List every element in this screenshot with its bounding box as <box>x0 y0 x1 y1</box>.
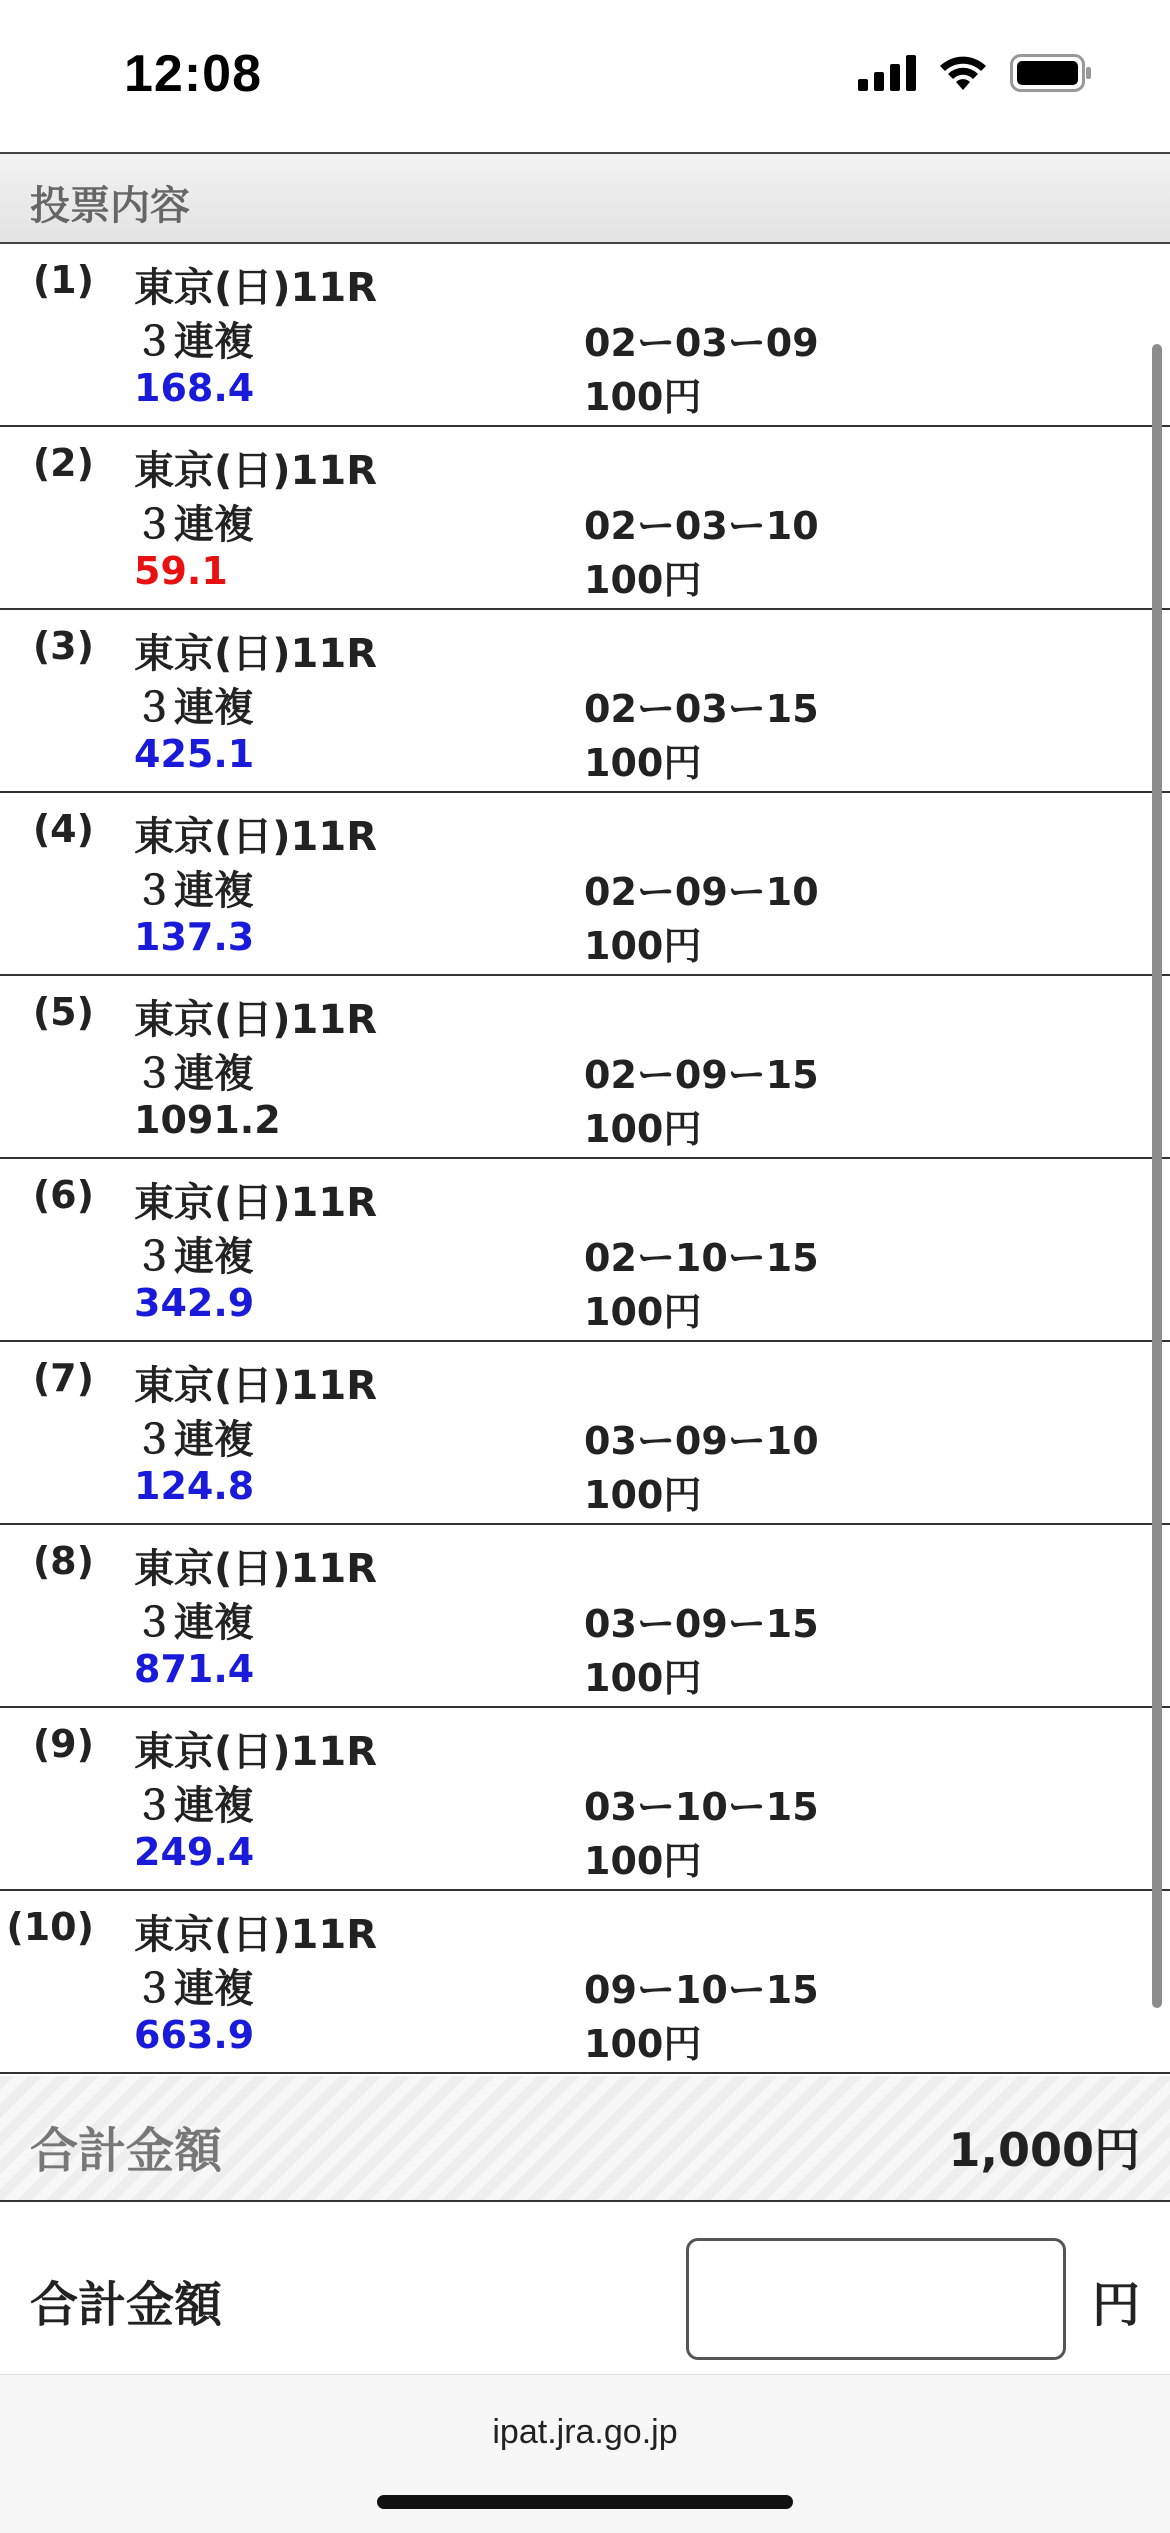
bet-number: (3) <box>32 624 94 668</box>
total-label: 合計金額 <box>30 2123 223 2179</box>
bet-type: ３連複 <box>134 1051 254 1097</box>
scrollbar-thumb[interactable] <box>1152 344 1162 2008</box>
bet-type: ３連複 <box>134 868 254 914</box>
bet-race: 東京(日)11R <box>134 448 378 494</box>
bet-combination: 03ー09ー15 <box>584 1602 819 1646</box>
bet-type: ３連複 <box>134 1234 254 1280</box>
bet-number: (5) <box>32 990 94 1034</box>
bet-number: (8) <box>32 1539 94 1583</box>
bet-combination: 02ー09ー10 <box>584 870 819 914</box>
bet-type: ３連複 <box>134 1417 254 1463</box>
bet-row <box>0 1342 1170 1525</box>
home-indicator[interactable] <box>377 2495 793 2509</box>
bet-type: ３連複 <box>134 685 254 731</box>
bet-number: (1) <box>32 258 94 302</box>
bet-odds: 137.3 <box>134 915 255 959</box>
bet-race: 東京(日)11R <box>134 1363 378 1409</box>
bet-row <box>0 793 1170 976</box>
status-time: 12:08 <box>124 45 262 103</box>
cellular-signal-icon <box>858 55 916 95</box>
bet-amount: 100円 <box>584 375 702 419</box>
wifi-icon <box>938 54 988 96</box>
bet-type: ３連複 <box>134 502 254 548</box>
bet-combination: 03ー10ー15 <box>584 1785 819 1829</box>
bet-amount: 100円 <box>584 924 702 968</box>
bet-amount: 100円 <box>584 2022 702 2066</box>
bet-odds: 59.1 <box>134 549 228 593</box>
bet-type: ３連複 <box>134 1966 254 2012</box>
total-value: 1,000円 <box>948 2123 1140 2177</box>
bet-type: ３連複 <box>134 1600 254 1646</box>
bet-combination: 09ー10ー15 <box>584 1968 819 2012</box>
bet-combination: 02ー09ー15 <box>584 1053 819 1097</box>
bet-race: 東京(日)11R <box>134 1729 378 1775</box>
bet-number: (10) <box>6 1905 94 1949</box>
bet-combination: 02ー10ー15 <box>584 1236 819 1280</box>
bet-number: (6) <box>32 1173 94 1217</box>
bet-amount: 100円 <box>584 1473 702 1517</box>
bet-race: 東京(日)11R <box>134 997 378 1043</box>
bet-number: (7) <box>32 1356 94 1400</box>
bet-race: 東京(日)11R <box>134 814 378 860</box>
bet-combination: 02ー03ー09 <box>584 321 819 365</box>
bet-race: 東京(日)11R <box>134 631 378 677</box>
total-bar <box>0 2076 1170 2202</box>
status-icons <box>858 54 1092 96</box>
confirm-amount-label: 合計金額 <box>30 2277 223 2333</box>
bet-amount: 100円 <box>584 1290 702 1334</box>
bet-odds: 425.1 <box>134 732 255 776</box>
bet-odds: 168.4 <box>134 366 255 410</box>
bet-row <box>0 610 1170 793</box>
section-header <box>0 152 1170 244</box>
bet-odds: 663.9 <box>134 2013 255 2057</box>
bet-combination: 03ー09ー10 <box>584 1419 819 1463</box>
bet-row <box>0 1891 1170 2074</box>
bet-number: (2) <box>32 441 94 485</box>
bet-list <box>0 244 1170 2074</box>
bet-race: 東京(日)11R <box>134 1912 378 1958</box>
confirm-amount-unit: 円 <box>1092 2277 1141 2333</box>
bet-row <box>0 427 1170 610</box>
bet-odds: 342.9 <box>134 1281 255 1325</box>
bet-row <box>0 1525 1170 1708</box>
confirm-amount-input[interactable] <box>686 2238 1066 2360</box>
bet-odds: 1091.2 <box>134 1098 281 1142</box>
bet-odds: 124.8 <box>134 1464 255 1508</box>
bet-number: (9) <box>32 1722 94 1766</box>
bet-race: 東京(日)11R <box>134 1546 378 1592</box>
bet-combination: 02ー03ー15 <box>584 687 819 731</box>
bet-row <box>0 1159 1170 1342</box>
bet-odds: 249.4 <box>134 1830 255 1874</box>
bet-number: (4) <box>32 807 94 851</box>
bet-row <box>0 244 1170 427</box>
browser-url[interactable]: ipat.jra.go.jp <box>492 2413 678 2451</box>
bet-amount: 100円 <box>584 741 702 785</box>
battery-icon <box>1010 54 1092 96</box>
bet-type: ３連複 <box>134 1783 254 1829</box>
bet-race: 東京(日)11R <box>134 1180 378 1226</box>
bet-race: 東京(日)11R <box>134 265 378 311</box>
bet-odds: 871.4 <box>134 1647 255 1691</box>
bet-type: ３連複 <box>134 319 254 365</box>
bet-amount: 100円 <box>584 1839 702 1883</box>
browser-bottom-bar <box>0 2374 1170 2533</box>
section-title: 投票内容 <box>30 183 190 229</box>
bet-amount: 100円 <box>584 1107 702 1151</box>
status-bar <box>0 0 1170 150</box>
bet-amount: 100円 <box>584 1656 702 1700</box>
bet-row <box>0 1708 1170 1891</box>
confirm-amount-row <box>0 2202 1170 2374</box>
bet-combination: 02ー03ー10 <box>584 504 819 548</box>
bet-row <box>0 976 1170 1159</box>
bet-amount: 100円 <box>584 558 702 602</box>
